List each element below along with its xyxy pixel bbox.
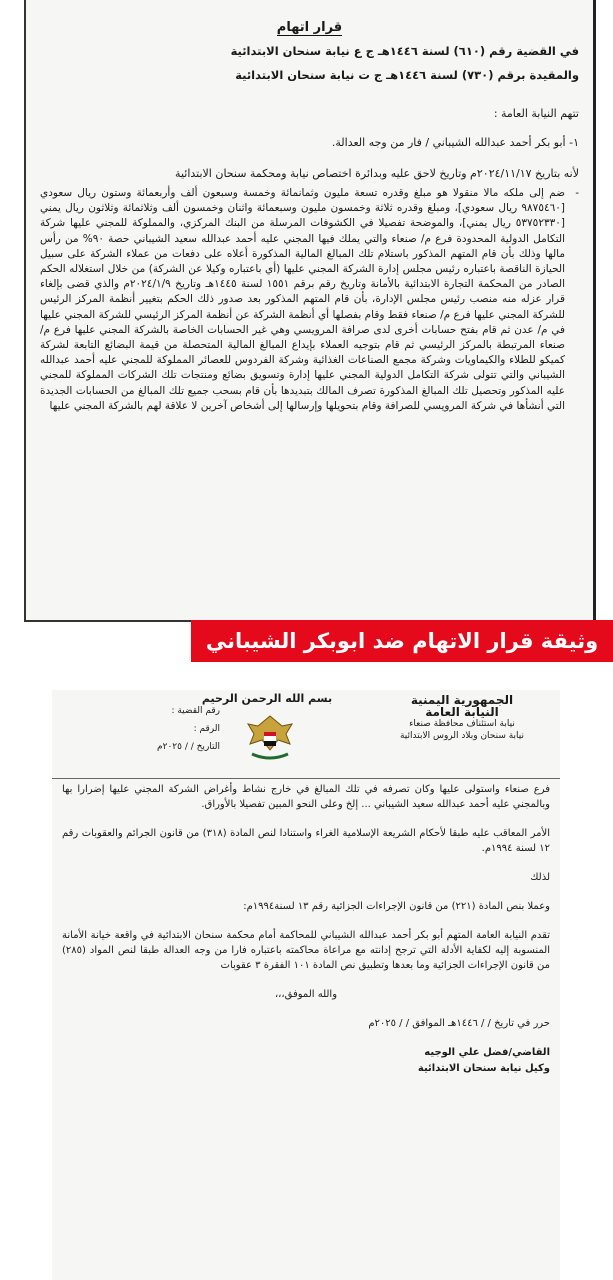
- org-line-3: نيابة استئناف محافظة صنعاء: [409, 719, 515, 729]
- decision-page-2: [52, 690, 560, 1280]
- paragraph-continuation: فرع صنعاء واستولى عليها وكان تصرفه في تلك المبالغ في خارج نشاط وأغراض الشركة المجني عليها إضرارا بها وبالمجني عليه أحمد عبدالله سعيد الشيباني ... إلخ وعلى النحو المبين تفصيلا بالأوراق.: [62, 784, 550, 810]
- yemen-emblem-icon: [240, 710, 300, 766]
- charge-body: - ضم إلى ملكه مالا منقولا هو مبلغ وقدره تسعة مليون وثمانمائة وخمسة وسبعون ألف وأربعمائة وستون ريال سعودي [٩٨٧٥٤٦٠ ريال سعودي]، ومبلغ وقدره ثلاثة وخمسون مليون وسبعمائة واثنان وخمسون ألف وثلاثمائة وثلاثون ريال يمني [٥٣٧٥٢٣٣٠ ريال يمني]، والموضحة تفصيلا في الكشوفات المرسلة من البنك المركزي، والمملوكة للمجني عليها شركة التكامل الدولية المحدودة فرع م/ صنعاء والتي يملك فيها المجني عليه أحمد عبدالله سعيد الشيباني حصة ٩٠% من رأس مالها وذلك بأن قام المتهم المذكور باستلام تلك المبالغ المالية المذكورة أعلاه على دفعات من عملاء الشركة على سبيل الحيازة الناقصة باعتباره رئيس مجلس إدارة الشركة المجني عليها (أي باعتباره وكيلا عن الشركة) من خلال استغلاله الحكم الصادر من المحكمة التجارة الابتدائية بالأمانة وتاريخ رقم برقم ١٥٥١ لسنة ١٤٤٥هـ وتاريخ ٢٠٢٤/١/٩م والذي قضى بإلغاء قرار عزله منه منصب رئيس مجلس الإدارة، بأن قام المتهم المذكور بعد صدور ذلك الحكم بتغيير أنظمة المركز الرئيس للشركة المجني عليها فرع م/ صنعاء فقط وقام بفصلها أي أنظمة الشركة عن أنظمة المركز الرئيسي للشركة المجني عليها في م/ عدن ثم قام بفتح حسابات أخرى لدى صرافة المرويسي وهي غير الحسابات الخاصة بالشركة المجني عليها فرع م/ صنعاء المرتبطة بالمركز الرئيسي ثم قام بتوجيه العملاء بإيداع المبالغ المالية المتحصلة من قيمة البضائع التابعة لشركة كميكو للطلاء والكيماويات وشركة مجمع الصناعات الغذائية وشركة الفردوس للعصائر المملوكة للمجني عليه أحمد عبدالله الشيباني والتي تتولى شركة التكامل الدولية المجني عليها إدارة وتسويق بضائع ومنتجات تلك الشركات المملوكة للمجني عليه المذكور وتحصيل تلك المبالغ المذكورة تصرف المالك بتبديدها بأن قام بسحب جميع تلك المبالغ من الحسابات الجديدة التي أنشأها في شركة المرويسي للصرافة وقام بتحويلها وإرسالها إلى أشخاص آخرين لا علاقة لهم بالشركة المجني عليها: [40, 186, 579, 414]
- org-line-2: النيابة العامة: [425, 705, 499, 719]
- number-field: الرقم :: [193, 724, 220, 734]
- accused-line: ١- أبو بكر أحمد عبدالله الشيباني / فار من وجه العدالة.: [331, 136, 579, 149]
- registry-number-line: والمقيدة برقم (٧٣٠) لسنة ١٤٤٦هـ ج ت نيابة سنحان الابتدائية: [235, 68, 579, 82]
- closing-line: والله الموفق،،،: [274, 989, 338, 1000]
- therefore-heading: لذلك: [530, 872, 550, 883]
- signer-name: القاضي/فضل علي الوجيه: [424, 1047, 550, 1058]
- paragraph-law: الأمر المعاقب عليه طبقا لأحكام الشريعة الإسلامية الغراء واستنادا لنص المادة (٣١٨) من قانون الجرائم والعقوبات رقم ١٢ لسنة ١٩٩٤م.: [62, 828, 550, 854]
- org-line-4: نيابة سنحان وبلاد الروس الابتدائية: [399, 731, 525, 741]
- reference-fields: [60, 702, 220, 756]
- org-line-1: الجمهورية اليمنية: [410, 693, 514, 707]
- signer-title: وكيل نيابة سنحان الابتدائية: [417, 1063, 550, 1074]
- accuses-label: تتهم النيابة العامة :: [493, 107, 579, 120]
- issue-date-line: حرر في تاريخ / / ١٤٤٦هـ الموافق / / ٢٠٢٥م: [368, 1018, 550, 1029]
- case-no-field: رقم القضية :: [171, 706, 220, 716]
- paragraph-procedure: وعملا بنص المادة (٢٢١) من قانون الإجراءات الجزائية رقم ١٣ لسنة١٩٩٤م:: [243, 901, 550, 912]
- document-title: قرار اتهام: [276, 20, 343, 35]
- date-field: التاريخ / / ٢٠٢٥م: [157, 742, 220, 752]
- paragraph-referral: تقدم النيابة العامة المتهم أبو بكر أحمد عبدالله الشيباني للمحاكمة أمام محكمة سنحان الابتدائية في واقعة خيانة الأمانة المنسوبة إليه لكفاية الأدلة التي ترجح إدانته مع مراعاة محاكمته باعتباره فارا من وجه العدالة طبقا لنص المواد (٢٨٥) من قانون الإجراءات الجزائية وما بعدها وتطبيق نص المادة ١٠١ الفقرة ٣ عقوبات: [62, 930, 550, 971]
- charge-intro: لأنه بتاريخ ٢٠٢٤/١١/١٧م وتاريخ لاحق عليه وبدائرة اختصاص نيابة ومحكمة سنحان الابتدائية: [175, 167, 579, 180]
- caption-banner: وثيقة قرار الاتهام ضد ابوبكر الشيباني: [191, 620, 613, 662]
- basmala: بسم الله الرحمن الرحيم: [201, 692, 333, 705]
- decision-page-1: [24, 0, 596, 622]
- letterhead-org: [372, 694, 552, 742]
- case-number-line: في القضية رقم (٦١٠) لسنة ١٤٤٦هـ ج ع نيابة سنحان الابتدائية: [230, 44, 579, 58]
- header-divider: [52, 778, 560, 779]
- decision-body-2: [62, 782, 550, 1077]
